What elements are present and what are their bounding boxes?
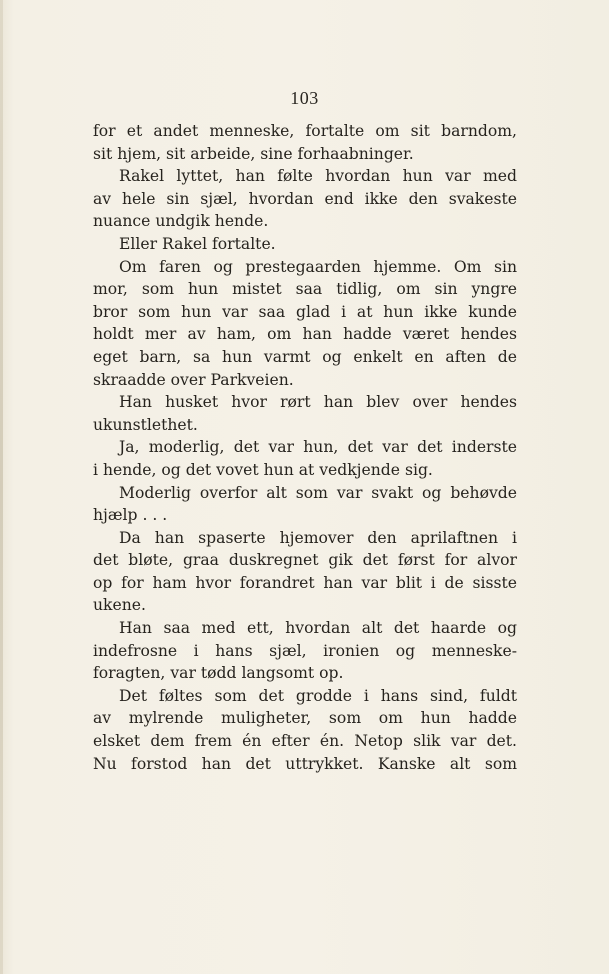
text-line: i hende, og det vovet hun at vedkjende sig. — [93, 460, 433, 479]
text-line: holdt mer av ham, om han hadde været hendes — [93, 325, 517, 344]
text-line: skraadde over Parkveien. — [93, 370, 294, 389]
text-line: ukene. — [93, 596, 146, 615]
text-line: Han husket hvor rørt han blev over hendes — [119, 393, 517, 412]
text-line: Da han spaserte hjemover den aprilaftnen i — [119, 528, 517, 547]
text-line: Moderlig overfor alt som var svakt og behøvde — [119, 483, 517, 502]
text-line: elsket dem frem én efter én. Netop slik var det. — [93, 732, 517, 751]
text-line: Ja, moderlig, det var hun, det var det inderste — [119, 438, 517, 457]
text-line: hjælp . . . — [93, 506, 168, 525]
text-line: Det føltes som det grodde i hans sind, fuldt — [119, 686, 517, 705]
text-line: av mylrende muligheter, som om hun hadde — [93, 709, 517, 728]
page-gutter-shadow — [0, 0, 3, 974]
text-line: sit hjem, sit arbeide, sine forhaabninger. — [93, 144, 414, 163]
text-line: Nu forstod han det uttrykket. Kanske alt som — [93, 754, 517, 773]
text-line: op for ham hvor forandret han var blit i de sisste — [93, 573, 517, 592]
text-line: eget barn, sa hun varmt og enkelt en aften de — [93, 347, 517, 366]
text-line: Eller Rakel fortalte. — [119, 234, 276, 253]
text-line: indefrosne i hans sjæl, ironien og menneske- — [93, 641, 517, 660]
body-text — [93, 120, 517, 775]
text-line: mor, som hun mistet saa tidlig, om sin yngre — [93, 280, 517, 299]
text-line: ukunstlethet. — [93, 415, 198, 434]
text-line: Om faren og prestegaarden hjemme. Om sin — [119, 257, 517, 276]
text-line: nuance undgik hende. — [93, 212, 269, 231]
text-line: Rakel lyttet, han følte hvordan hun var med — [119, 167, 517, 186]
text-line: bror som hun var saa glad i at hun ikke kunde — [93, 302, 517, 321]
page-number: 103 — [290, 88, 319, 108]
text-line: foragten, var tødd langsomt op. — [93, 664, 344, 683]
text-line: for et andet menneske, fortalte om sit barndom, — [93, 122, 517, 140]
text-line: Han saa med ett, hvordan alt det haarde og — [119, 619, 517, 638]
text-line: det bløte, graa duskregnet gik det først for alvor — [93, 551, 517, 570]
text-line: av hele sin sjæl, hvordan end ikke den svakeste — [93, 189, 517, 208]
